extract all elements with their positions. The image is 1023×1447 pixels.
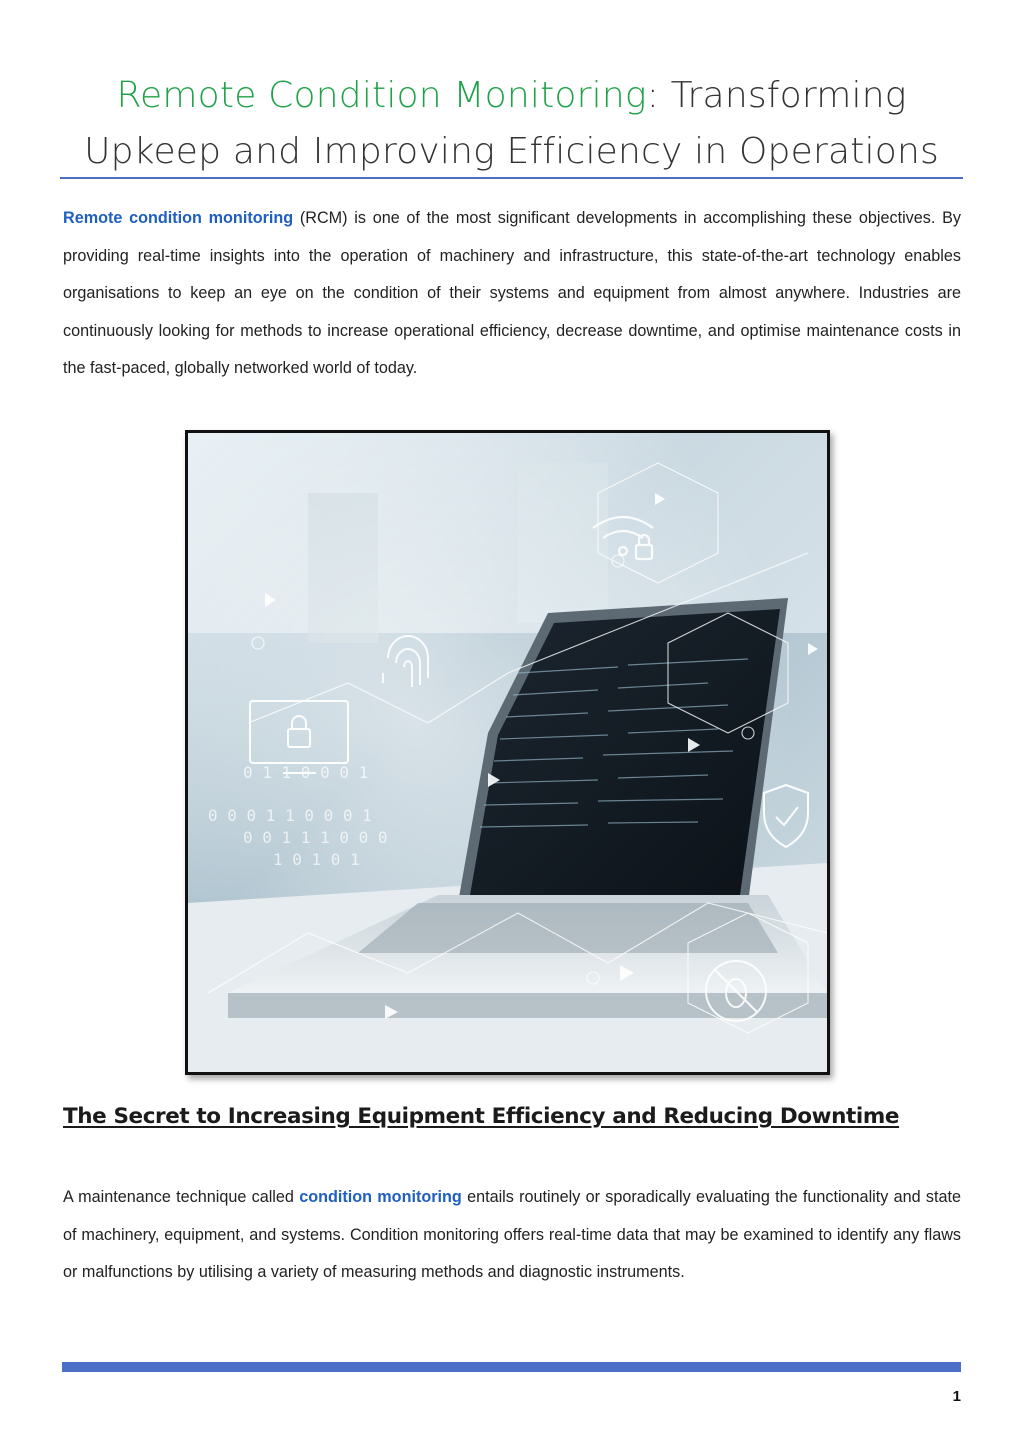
hero-image (185, 430, 830, 1075)
binary-row-2: 0 0 0 1 1 0 0 0 1 (208, 806, 372, 825)
condition-monitoring-link[interactable]: condition monitoring (299, 1188, 462, 1206)
section-paragraph (63, 1179, 961, 1292)
section-body-start: A maintenance technique called (63, 1188, 300, 1206)
section-heading: The Secret to Increasing Equipment Efficiency and Reducing Downtime (63, 1104, 900, 1129)
page-title (40, 68, 983, 180)
footer-divider (62, 1362, 961, 1372)
section-body-end: entails routinely or sporadically evaluating the functionality and state of machinery, equipment, and systems. Condition monitoring offers real-time data that may be examined to identify any flaws or malfunctions by utilising a variety of measuring methods and diagnostic instruments. (63, 1188, 961, 1281)
binary-row-3: 0 0 1 1 1 0 0 0 (243, 828, 388, 847)
intro-paragraph (63, 200, 961, 388)
title-highlight: Remote Condition Monitoring (116, 75, 647, 116)
binary-row-1: 0 1 1 0 0 0 1 (243, 763, 369, 782)
rcm-link[interactable]: Remote condition monitoring (63, 209, 294, 227)
title-line2: Upkeep and Improving Efficiency in Operations (84, 131, 939, 172)
intro-body: (RCM) is one of the most significant developments in accomplishing these objectives. By providing real-time insights into the operation of machinery and infrastructure, this state-of-the-art technology enables organisations to keep an eye on the condition of their systems and equipment from almost anywhere. Industries are continuously looking for methods to increase operational efficiency, decrease downtime, and optimise maintenance costs in the fast-paced, globally networked world of today. (63, 209, 961, 377)
laptop-cyber-illustration (188, 433, 827, 1072)
page-number: 1 (952, 1388, 961, 1405)
binary-row-4: 1 0 1 0 1 (273, 850, 360, 869)
title-divider (60, 177, 963, 179)
title-rest: : Transforming (646, 75, 907, 116)
